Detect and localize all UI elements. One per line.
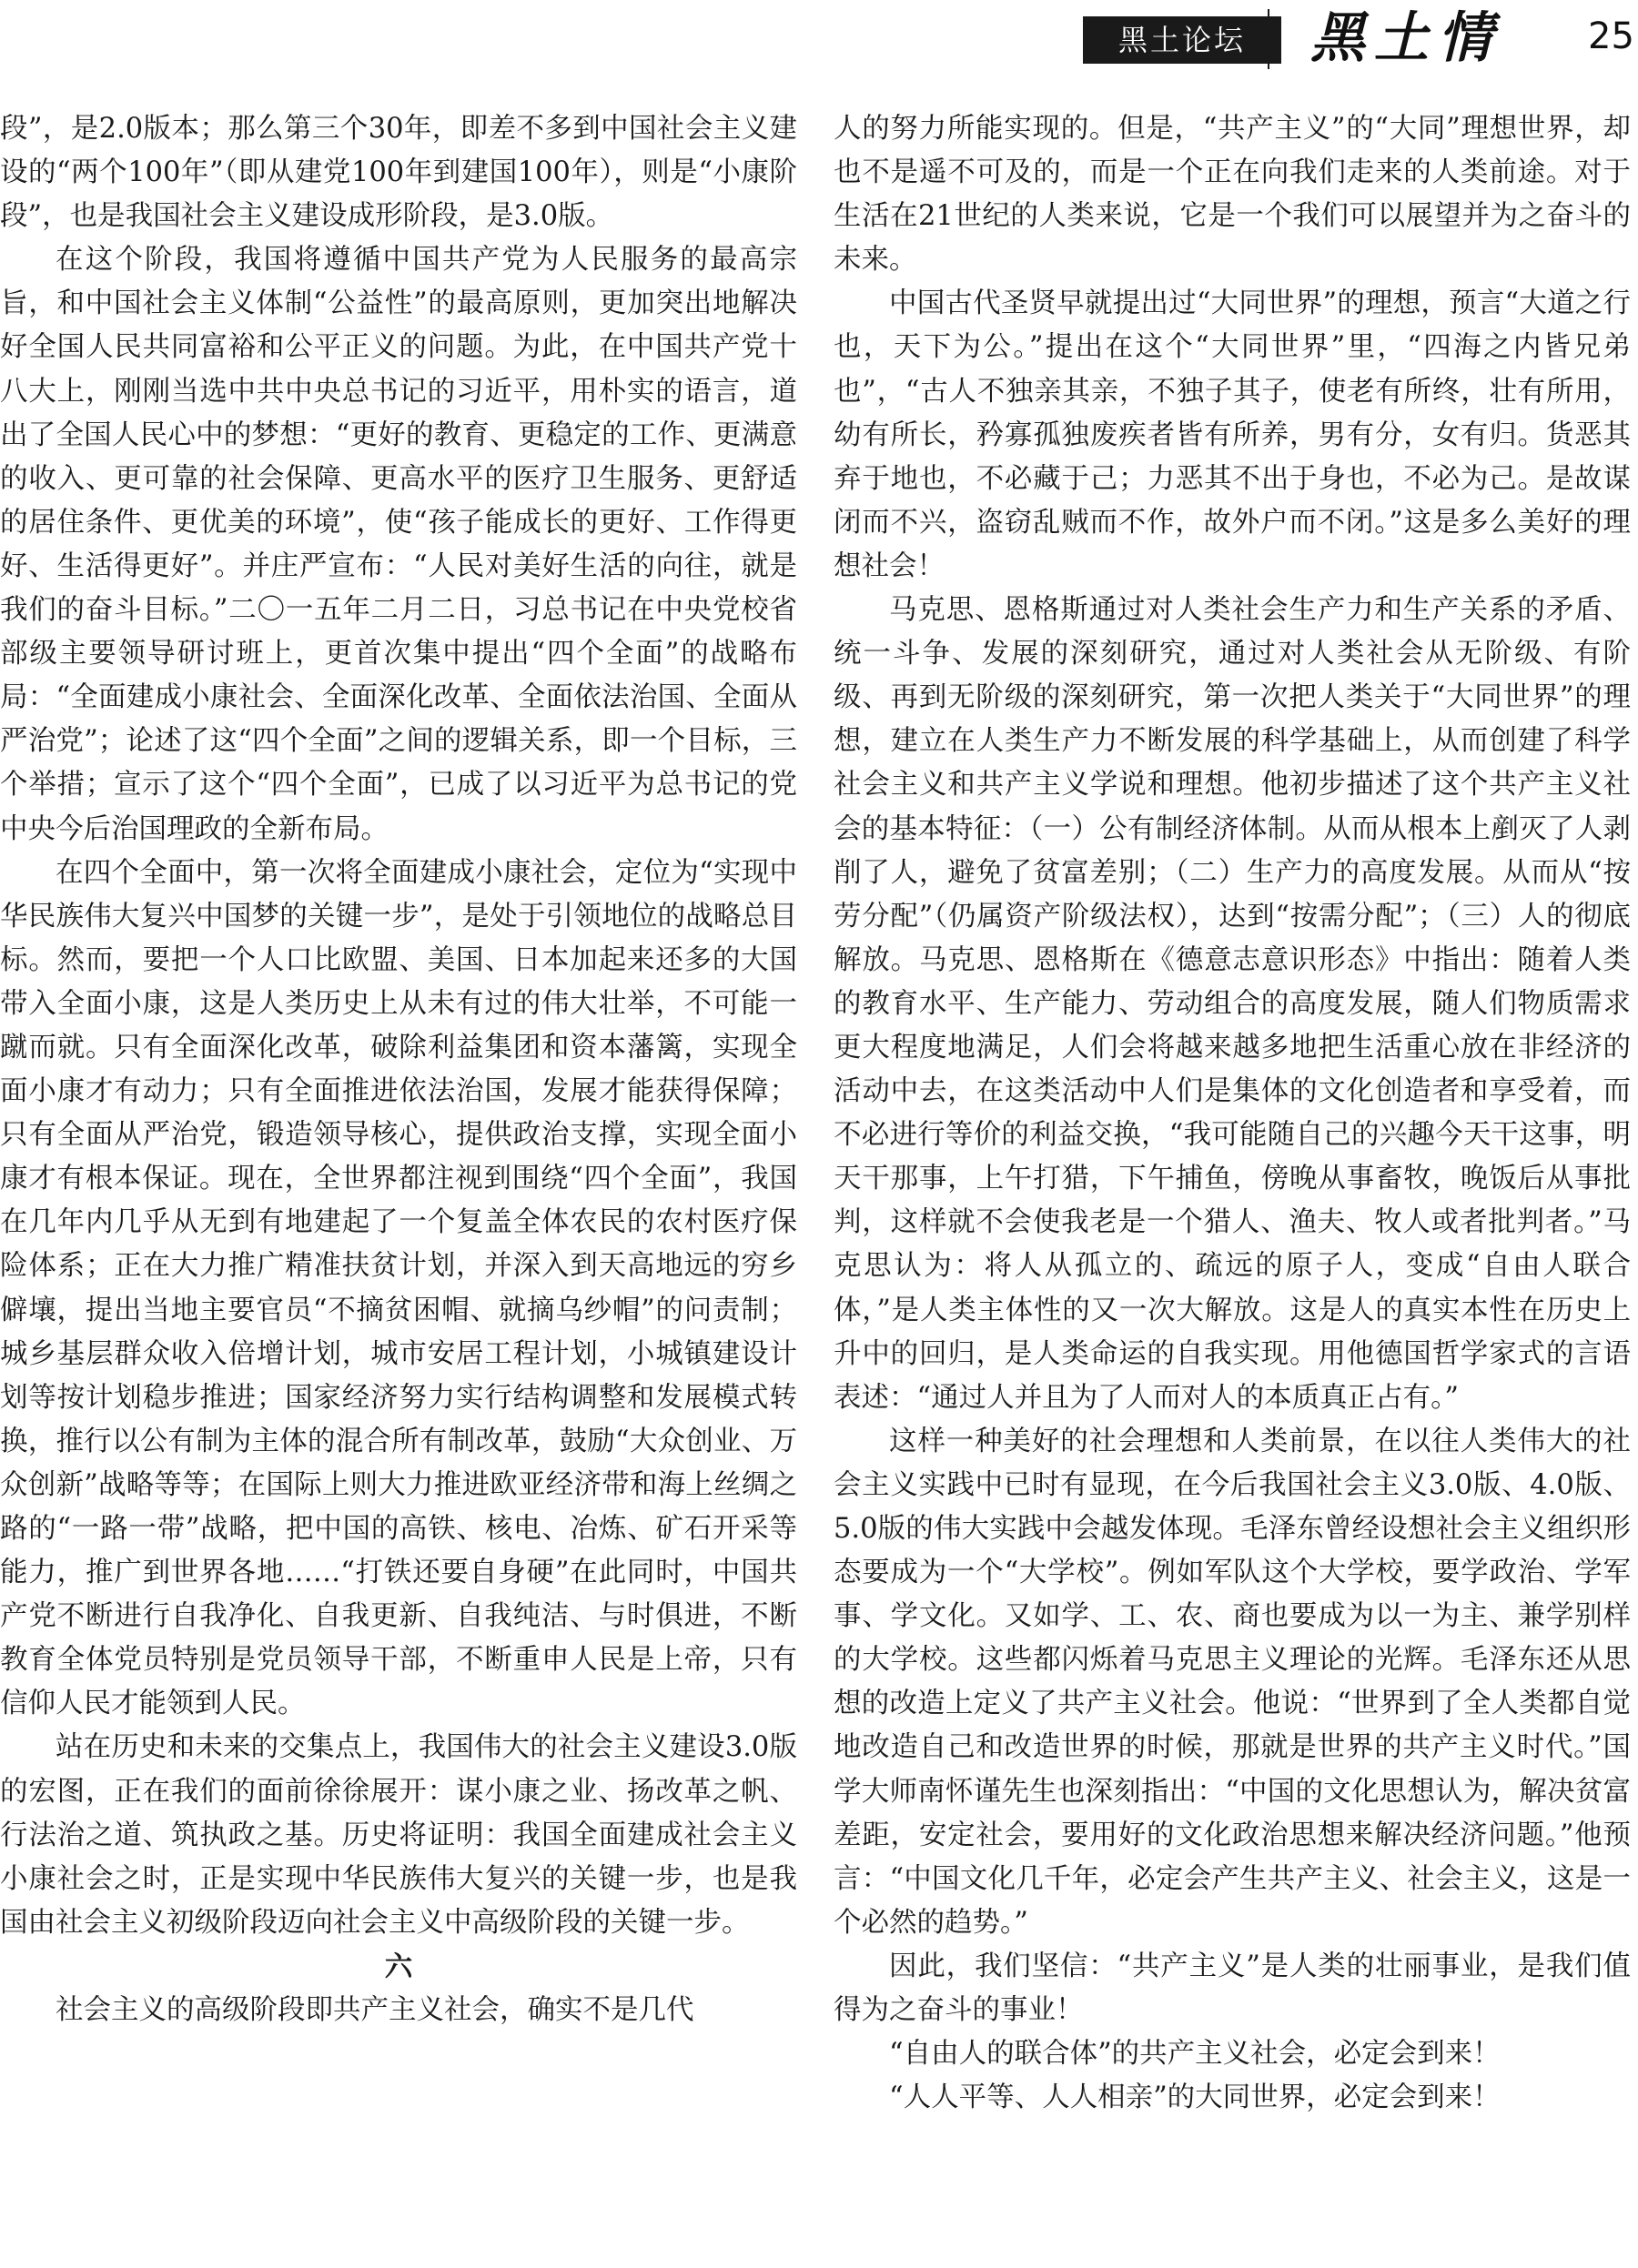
paragraph: 人的努力所能实现的。但是，“共产主义”的“大同”理想世界，却也不是遥不可及的，而是一个正在向我们走来的人类前途。对于生活在21世纪的人类来说，它是一个我们可以展望并为之奋斗的未来。 [834, 113, 1631, 277]
right-column [834, 107, 1631, 2120]
header-divider [1268, 9, 1269, 69]
masthead-logo: 黑土情 [1310, 6, 1502, 70]
paragraph: 站在历史和未来的交集点上，我国伟大的社会主义建设3.0版的宏图，正在我们的面前徐徐展开：谋小康之业、扬改革之帆、行法治之道、筑执政之基。历史将证明：我国全面建成社会主义小康社会之时，正是实现中华民族伟大复兴的关键一步，也是我国由社会主义初级阶段迈向社会主义中高级阶段的关键一步。 [0, 1731, 797, 1939]
slogan: “人人平等、人人相亲”的大同世界，必定会到来！ [889, 2082, 1501, 2114]
paragraph: 因此，我们坚信：“共产主义”是人类的壮丽事业，是我们值得为之奋斗的事业！ [834, 1950, 1631, 2027]
paragraph: 中国古代圣贤早就提出过“大同世界”的理想，预言“大道之行也，天下为公。”提出在这个“大同世界”里，“四海之内皆兄弟也”，“古人不独亲其亲，不独子其子，使老有所终，壮有所用，幼有所长，矜寡孤独废疾者皆有所养，男有分，女有归。货恶其弃于地也，不必藏于己；力恶其不出于身也，不必为己。是故谋闭而不兴，盗窃乱贼而不作，故外户而不闭。”这是多么美好的理想社会！ [834, 287, 1631, 582]
paragraph: 在这个阶段，我国将遵循中国共产党为人民服务的最高宗旨，和中国社会主义体制“公益性”的最高原则，更加突出地解决好全国人民共同富裕和公平正义的问题。为此，在中国共产党十八大上，刚刚当选中共中央总书记的习近平，用朴实的语言，道出了全国人民心中的梦想：“更好的教育、更稳定的工作、更满意的收入、更可靠的社会保障、更高水平的医疗卫生服务、更舒适的居住条件、更优美的环境”，使“孩子能成长的更好、工作得更好、生活得更好”。并庄严宣布：“人民对美好生活的向往，就是我们的奋斗目标。”二〇一五年二月二日，习总书记在中央党校省部级主要领导研讨班上，更首次集中提出“四个全面”的战略布局：“全面建成小康社会、全面深化改革、全面依法治国、全面从严治党”；论述了这“四个全面”之间的逻辑关系，即一个目标，三个举措；宣示了这个“四个全面”，已成了以习近平为总书记的党中央今后治国理政的全新布局。 [0, 244, 797, 845]
paragraph: 段”，是2.0版本；那么第三个30年，即差不多到中国社会主义建设的“两个100年”（即从建党100年到建国100年），则是“小康阶段”，也是我国社会主义建设成形阶段，是3.0版。 [0, 113, 797, 233]
page-header [0, 0, 1638, 73]
page-number: 25 [1588, 15, 1634, 57]
section-number: 六 [384, 1950, 413, 1983]
paragraph: 这样一种美好的社会理想和人类前景，在以往人类伟大的社会主义实践中已时有显现，在今后我国社会主义3.0版、4.0版、5.0版的伟大实践中会越发体现。毛泽东曾经设想社会主义组织形态要成为一个“大学校”。例如军队这个大学校，要学政治、学军事、学文化。又如学、工、农、商也要成为以一为主、兼学别样的大学校。这些都闪烁着马克思主义理论的光辉。毛泽东还从思想的改造上定义了共产主义社会。他说：“世界到了全人类都自觉地改造自己和改造世界的时候，那就是世界的共产主义时代。”国学大师南怀谨先生也深刻指出：“中国的文化思想认为，解决贫富差距，安定社会，要用好的文化政治思想来解决经济问题。”他预言：“中国文化几千年，必定会产生共产主义、社会主义，这是一个必然的趋势。” [834, 1425, 1631, 1939]
paragraph: 在四个全面中，第一次将全面建成小康社会，定位为“实现中华民族伟大复兴中国梦的关键一步”，是处于引领地位的战略总目标。然而，要把一个人口比欧盟、美国、日本加起来还多的大国带入全面小康，这是人类历史上从未有过的伟大壮举，不可能一蹴而就。只有全面深化改革，破除利益集团和资本藩篱，实现全面小康才有动力；只有全面推进依法治国，发展才能获得保障；只有全面从严治党，锻造领导核心，提供政治支撑，实现全面小康才有根本保证。现在，全世界都注视到围绕“四个全面”，我国在几年内几乎从无到有地建起了一个复盖全体农民的农村医疗保险体系；正在大力推广精准扶贫计划，并深入到天高地远的穷乡僻壤，提出当地主要官员“不摘贫困帽、就摘乌纱帽”的问责制；城乡基层群众收入倍增计划，城市安居工程计划，小城镇建设计划等按计划稳步推进；国家经济努力实行结构调整和发展模式转换，推行以公有制为主体的混合所有制改革，鼓励“大众创业、万众创新”战略等等；在国际上则大力推进欧亚经济带和海上丝绸之路的“一路一带”战略，把中国的高铁、核电、冶炼、矿石开采等能力，推广到世界各地……“打铁还要自身硬”在此同时，中国共产党不断进行自我净化、自我更新、自我纯洁、与时俱进，不断教育全体党员特别是党员领导干部，不断重申人民是上帝，只有信仰人民才能领到人民。 [0, 856, 797, 1720]
section-badge: 黑土论坛 [1083, 16, 1281, 64]
left-column [0, 107, 797, 2032]
paragraph: 马克思、恩格斯通过对人类社会生产力和生产关系的矛盾、统一斗争、发展的深刻研究，通过对人类社会从无阶级、有阶级、再到无阶级的深刻研究，第一次把人类关于“大同世界”的理想，建立在人类生产力不断发展的科学基础上，从而创建了科学社会主义和共产主义学说和理想。他初步描述了这个共产主义社会的基本特征：（一）公有制经济体制。从而从根本上剷灭了人剥削了人，避免了贫富差别；（二）生产力的高度发展。从而从“按劳分配”（仍属资产阶级法权），达到“按需分配”；（三）人的彻底解放。马克思、恩格斯在《德意志意识形态》中指出：随着人类的教育水平、生产能力、劳动组合的高度发展，随人们物质需求更大程度地满足，人们会将越来越多地把生活重心放在非经济的活动中去，在这类活动中人们是集体的文化创造者和享受着，而不必进行等价的利益交换，“我可能随自己的兴趣今天干这事，明天干那事，上午打猎，下午捕鱼，傍晚从事畜牧，晚饭后从事批判，这样就不会使我老是一个猎人、渔夫、牧人或者批判者。”马克思认为：将人从孤立的、疏远的原子人，变成“自由人联合体，”是人类主体性的又一次大解放。这是人的真实本性在历史上升中的回归，是人类命运的自我实现。用他德国哲学家式的言语表述：“通过人并且为了人而对人的本质真正占有。” [834, 594, 1631, 1414]
slogan: “自由人的联合体”的共产主义社会，必定会到来！ [889, 2038, 1501, 2071]
paragraph: 社会主义的高级阶段即共产主义社会，确实不是几代 [56, 1994, 694, 2027]
